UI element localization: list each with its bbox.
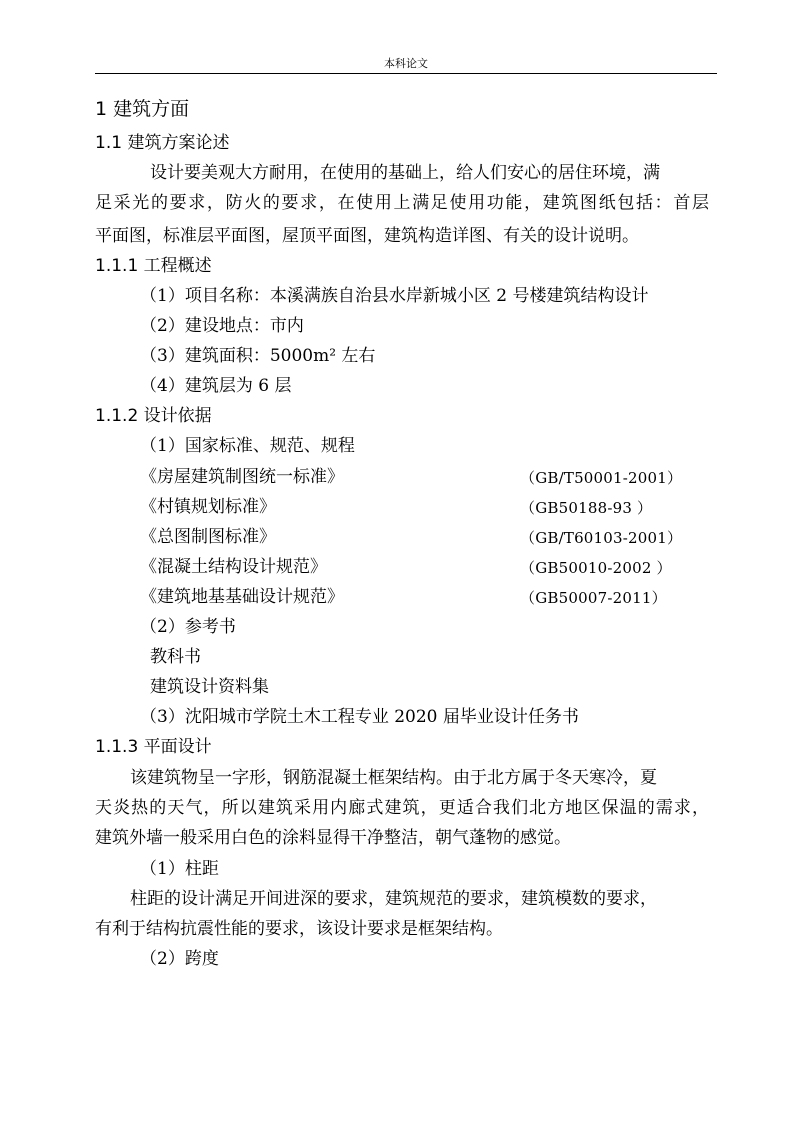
standard-name: 《总图制图标准》 — [140, 527, 276, 547]
standard-name: 《房屋建筑制图统一标准》 — [140, 467, 344, 487]
paragraph-line: 柱距的设计满足开间进深的要求，建筑规范的要求，建筑模数的要求， — [130, 889, 657, 909]
paragraph-line: 该建筑物呈一字形，钢筋混凝土框架结构。由于北方属于冬天寒冷，夏 — [130, 768, 657, 788]
list-item: （2）建设地点：市内 — [140, 316, 304, 336]
standard-code: （GB/T60103-2001） — [520, 529, 683, 547]
standard-code: （GB/T50001-2001） — [520, 469, 683, 487]
header-divider — [95, 73, 717, 74]
section-heading-1-1-1: 1.1.1 工程概述 — [95, 256, 212, 276]
book-item: 建筑设计资料集 — [150, 677, 269, 697]
list-item: （1）国家标准、规范、规程 — [140, 436, 355, 456]
list-item: （3）沈阳城市学院土木工程专业 2020 届毕业设计任务书 — [140, 707, 579, 727]
section-heading-1-1-3: 1.1.3 平面设计 — [95, 737, 212, 757]
paragraph-line: 建筑外墙一般采用白色的涂料显得干净整洁，朝气蓬物的感觉。 — [95, 828, 571, 848]
paragraph-line: 平面图，标准层平面图，屋顶平面图，建筑构造详图、有关的设计说明。 — [95, 226, 639, 246]
list-item: （2）参考书 — [140, 617, 236, 637]
book-item: 教科书 — [150, 647, 201, 667]
section-heading-1-1: 1.1 建筑方案论述 — [95, 133, 230, 153]
standard-code: （GB50010-2002 ） — [520, 559, 672, 577]
standard-code: （GB50188-93 ） — [520, 499, 653, 517]
list-item: （2）跨度 — [140, 949, 219, 969]
paragraph-line: 设计要美观大方耐用，在使用的基础上，给人们安心的居住环境，满 — [150, 163, 660, 183]
running-header: 本科论文 — [384, 57, 428, 70]
section-heading-1-1-2: 1.1.2 设计依据 — [95, 406, 212, 426]
standard-name: 《建筑地基基础设计规范》 — [140, 587, 344, 607]
paragraph-line: 天炎热的天气，所以建筑采用内廊式建筑，更适合我们北方地区保温的需求， — [95, 798, 709, 818]
section-heading-1: 1 建筑方面 — [95, 98, 190, 120]
list-item: （3）建筑面积：5000m² 左右 — [140, 346, 376, 366]
list-item: （1）项目名称：本溪满族自治县水岸新城小区 2 号楼建筑结构设计 — [140, 286, 649, 306]
paragraph-line: 足采光的要求，防火的要求，在使用上满足使用功能，建筑图纸包括：首层 — [95, 193, 709, 213]
paragraph-line: 有利于结构抗震性能的要求，该设计要求是框架结构。 — [95, 919, 503, 939]
standard-name: 《村镇规划标准》 — [140, 497, 276, 517]
list-item: （4）建筑层为 6 层 — [140, 376, 292, 396]
standard-name: 《混凝土结构设计规范》 — [140, 557, 327, 577]
standard-code: （GB50007-2011） — [520, 589, 667, 607]
list-item: （1）柱距 — [140, 859, 219, 879]
